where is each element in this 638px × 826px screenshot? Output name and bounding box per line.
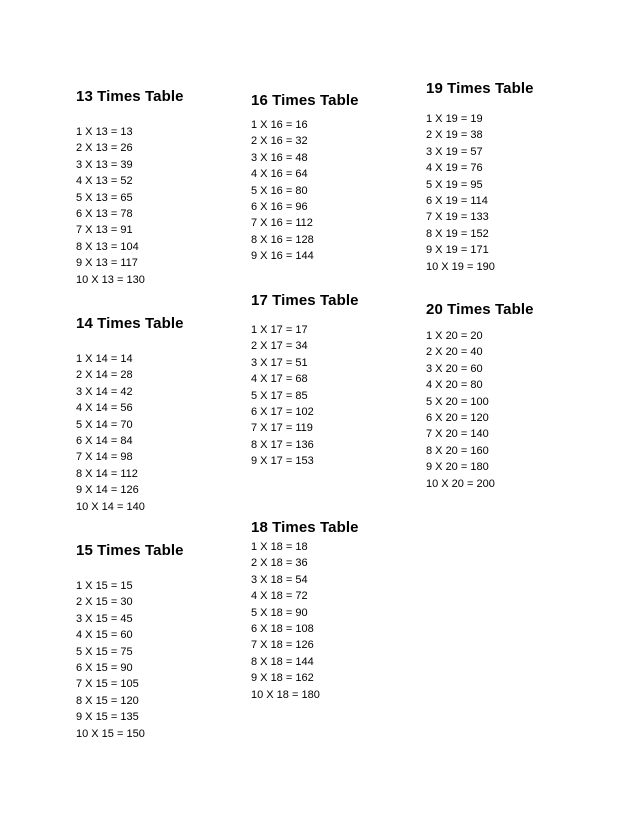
table-rows (251, 117, 359, 265)
table-row: 8 X 17 = 136 (251, 438, 314, 451)
times-table-17 (251, 292, 359, 470)
table-row: 6 X 20 = 120 (426, 412, 489, 425)
table-row: 8 X 13 = 104 (76, 240, 139, 253)
times-table-16 (251, 92, 359, 265)
table-row: 8 X 16 = 128 (251, 233, 314, 246)
table-title: 20 Times Table (426, 301, 534, 318)
table-row: 3 X 17 = 51 (251, 356, 308, 369)
table-row: 4 X 20 = 80 (426, 379, 483, 392)
table-row: 6 X 13 = 78 (76, 208, 133, 221)
table-row: 8 X 14 = 112 (76, 467, 138, 480)
table-row: 4 X 19 = 76 (426, 162, 483, 175)
table-row: 1 X 18 = 18 (251, 541, 308, 553)
table-rows (76, 351, 184, 515)
table-row: 4 X 14 = 56 (76, 402, 133, 415)
times-table-20 (426, 301, 534, 492)
table-rows (76, 124, 184, 288)
table-row: 7 X 18 = 126 (251, 639, 314, 652)
table-row: 7 X 19 = 133 (426, 211, 489, 224)
table-row: 2 X 15 = 30 (76, 596, 133, 609)
table-row: 6 X 14 = 84 (76, 435, 133, 448)
table-row: 7 X 15 = 105 (76, 678, 139, 691)
table-row: 10 X 20 = 200 (426, 477, 495, 490)
table-rows (76, 578, 184, 742)
table-row: 3 X 13 = 39 (76, 158, 133, 171)
table-row: 8 X 20 = 160 (426, 444, 489, 457)
table-row: 5 X 15 = 75 (76, 645, 133, 658)
table-row: 2 X 13 = 26 (76, 142, 133, 155)
table-title: 17 Times Table (251, 292, 359, 309)
table-row: 1 X 15 = 15 (76, 580, 133, 592)
table-row: 5 X 16 = 80 (251, 184, 308, 197)
table-row: 1 X 16 = 16 (251, 119, 308, 131)
table-row: 3 X 19 = 57 (426, 145, 483, 158)
table-row: 1 X 20 = 20 (426, 330, 483, 342)
table-row: 5 X 18 = 90 (251, 606, 308, 619)
table-row: 2 X 17 = 34 (251, 340, 308, 353)
table-row: 3 X 15 = 45 (76, 612, 133, 625)
table-row: 1 X 17 = 17 (251, 324, 308, 336)
table-row: 10 X 19 = 190 (426, 260, 495, 273)
table-row: 6 X 18 = 108 (251, 623, 314, 636)
table-row: 9 X 16 = 144 (251, 250, 314, 263)
table-row: 3 X 20 = 60 (426, 362, 483, 375)
table-title: 16 Times Table (251, 92, 359, 109)
table-row: 9 X 13 = 117 (76, 257, 138, 270)
table-row: 3 X 14 = 42 (76, 385, 133, 398)
table-row: 8 X 15 = 120 (76, 694, 139, 707)
table-row: 2 X 16 = 32 (251, 135, 308, 148)
table-row: 5 X 17 = 85 (251, 389, 308, 402)
table-row: 10 X 14 = 140 (76, 500, 145, 513)
table-row: 4 X 15 = 60 (76, 629, 133, 642)
table-title: 19 Times Table (426, 80, 534, 97)
table-row: 7 X 17 = 119 (251, 422, 313, 435)
times-table-13 (76, 88, 184, 288)
table-row: 4 X 17 = 68 (251, 373, 308, 386)
table-row: 3 X 18 = 54 (251, 573, 308, 586)
table-row: 2 X 14 = 28 (76, 369, 133, 382)
table-rows (251, 322, 359, 470)
times-table-18 (251, 519, 359, 703)
table-row: 5 X 13 = 65 (76, 191, 133, 204)
table-row: 9 X 17 = 153 (251, 455, 314, 468)
table-row: 9 X 14 = 126 (76, 484, 139, 497)
table-rows (426, 111, 534, 275)
table-title: 14 Times Table (76, 315, 184, 332)
times-table-15 (76, 542, 184, 742)
table-row: 9 X 20 = 180 (426, 461, 489, 474)
table-row: 2 X 20 = 40 (426, 346, 483, 359)
table-row: 2 X 19 = 38 (426, 129, 483, 142)
table-row: 1 X 14 = 14 (76, 353, 133, 365)
table-row: 3 X 16 = 48 (251, 151, 308, 164)
table-row: 10 X 18 = 180 (251, 688, 320, 701)
table-row: 9 X 18 = 162 (251, 672, 314, 685)
table-row: 5 X 14 = 70 (76, 418, 133, 431)
table-row: 9 X 19 = 171 (426, 244, 489, 257)
table-row: 4 X 16 = 64 (251, 168, 308, 181)
table-title: 13 Times Table (76, 88, 184, 105)
table-row: 5 X 20 = 100 (426, 395, 489, 408)
table-row: 9 X 15 = 135 (76, 711, 139, 724)
times-table-14 (76, 315, 184, 515)
table-row: 2 X 18 = 36 (251, 557, 308, 570)
table-title: 18 Times Table (251, 519, 359, 536)
table-row: 6 X 19 = 114 (426, 195, 488, 208)
table-row: 7 X 14 = 98 (76, 451, 133, 464)
table-row: 7 X 13 = 91 (76, 224, 133, 237)
table-row: 1 X 13 = 13 (76, 126, 133, 138)
table-rows (426, 328, 534, 492)
table-row: 6 X 15 = 90 (76, 662, 133, 675)
table-title: 15 Times Table (76, 542, 184, 559)
table-row: 8 X 18 = 144 (251, 655, 314, 668)
table-row: 5 X 19 = 95 (426, 178, 483, 191)
table-rows (251, 539, 359, 703)
table-row: 8 X 19 = 152 (426, 227, 489, 240)
table-row: 6 X 16 = 96 (251, 201, 308, 214)
table-row: 4 X 18 = 72 (251, 590, 308, 603)
table-row: 7 X 16 = 112 (251, 217, 313, 230)
table-row: 1 X 19 = 19 (426, 113, 483, 125)
table-row: 10 X 13 = 130 (76, 273, 145, 286)
table-row: 4 X 13 = 52 (76, 175, 133, 188)
times-table-19 (426, 80, 534, 275)
table-row: 10 X 15 = 150 (76, 727, 145, 740)
table-row: 7 X 20 = 140 (426, 428, 489, 441)
table-row: 6 X 17 = 102 (251, 406, 314, 419)
